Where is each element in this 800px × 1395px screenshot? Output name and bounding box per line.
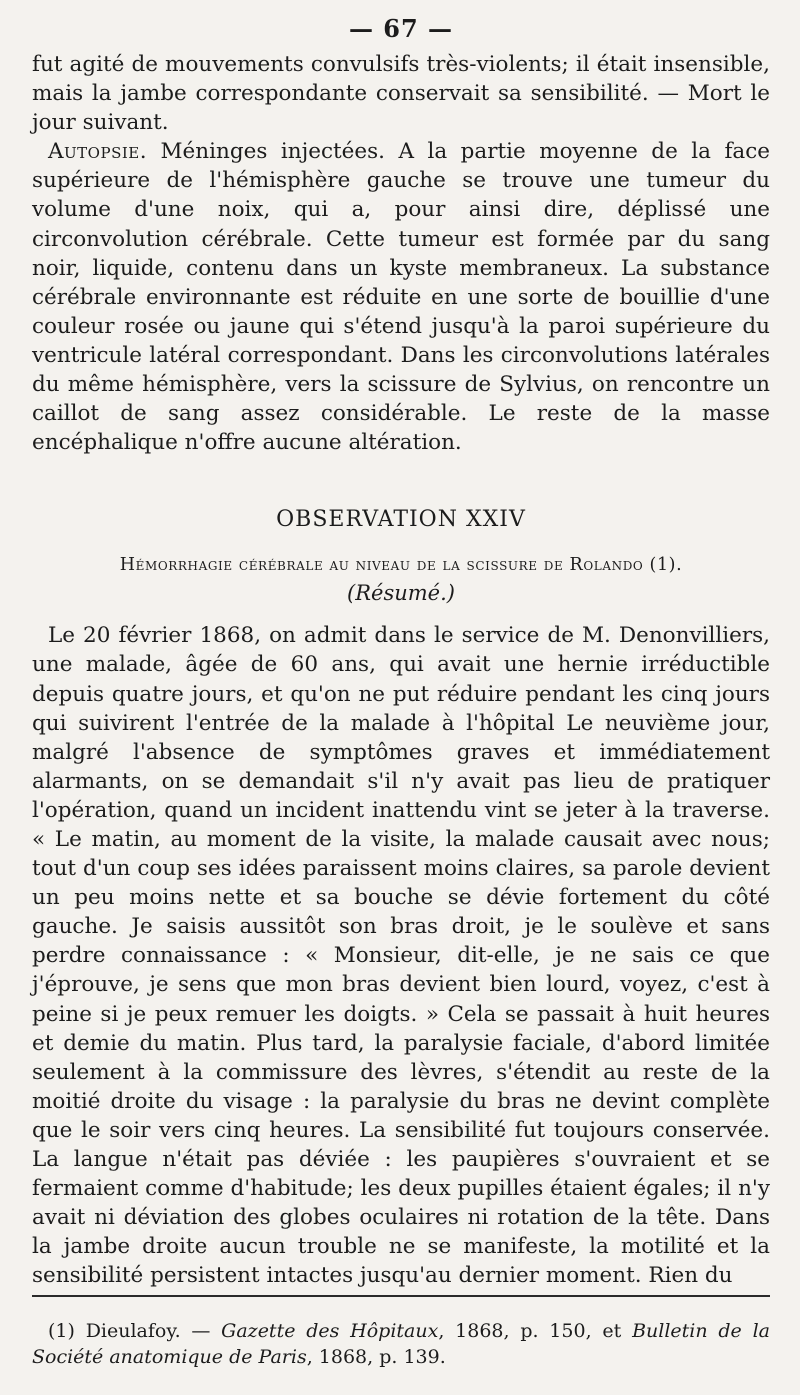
autopsy-label: Autopsie. [48,139,148,165]
footnote-journal-1: Gazette des Hôpitaux [221,1320,439,1342]
page-number: — 67 — [348,14,454,43]
observation-paragraph: Le 20 février 1868, on admit dans le service de M. Denonvilliers, une malade, âgée de 60 ans, qui avait une hernie irréductible depuis quatre jours, et qu'on ne put réduire pendant les cinq jours qui suivirent l'entrée de la malade à l'hôpital Le neuvième jour, malgré l'absence de symptômes graves et immédiatement alarmants, on se demandait s'il n'y avait pas lieu de pratiquer l'opération, quand un incident inattendu vint se jeter à la traverse. « Le matin, au moment de la visite, la malade causait avec nous; tout d'un coup ses idées paraissent moins claires, sa parole devient un peu moins nette et sa bouche se dévie fortement du côté gauche. Je saisis aussitôt son bras droit, je le soulève et sans perdre connaissance : « Monsieur, dit-elle, je ne sais ce que j'éprouve, je sens que mon bras devient bien lourd, voyez, c'est à peine si je peux remuer les doigts. » Cela se passait à huit heures et demie du matin. Plus tard, la paralysie faciale, d'abord limitée seulement à la commissure des lèvres, s'étendit au reste de la moitié droite du visage : la paralysie du bras ne devint complète que le soir vers cinq heures. La sensibilité fut toujours conservée. La langue n'était pas déviée : les paupières s'ouvraient et se fermaient comme d'habitude; les deux pupilles étaient égales; il n'y avait ni déviation des globes oculaires ni rotation de la tête. Dans la jambe droite aucun trouble ne se manifeste, la motilité et la sensibilité persistent intactes jusqu'au dernier moment. Rien du [32,623,770,1289]
footnote-journal-2: Bulletin de la Société anatomique de Paris [32,1320,770,1368]
footnote-ref-2: , 1868, p. 139. [306,1346,446,1368]
footnote-ref-1: , 1868, p. 150, et [438,1320,633,1342]
autopsy-paragraph [32,137,770,457]
footnote-divider [32,1295,770,1297]
footnote-marker: (1) Dieulafoy. — [48,1320,222,1342]
intro-paragraph: fut agité de mouvements convulsifs très-violents; il était insensible, mais la jambe correspondante conservait sa sensibilité. — Mort le jour suivant. [32,52,770,136]
observation-summary: (Résumé.) [347,581,455,606]
footnote [32,1318,770,1370]
autopsy-text: Méninges injectées. A la partie moyenne de la face supérieure de l'hémisphère gauche se trouve une tumeur du volume d'une noix, qui a, pour ainsi dire, déplissé une circonvolution cérébrale. Cette tumeur est formée par du sang noir, liquide, contenu dans un kyste membraneux. La substance cérébrale environnante est réduite en une sorte de bouillie d'une couleur rosée ou jaune qui s'étend jusqu'à la paroi supérieure du ventricule latéral correspondant. Dans les circonvolutions latérales du même hémisphère, vers la scissure de Sylvius, on rencontre un caillot de sang assez considérable. Le reste de la masse encéphalique n'offre aucune altération. [32,139,770,456]
observation-subtitle: Hémorrhagie cérébrale au niveau de la scissure de Rolando (1). [119,555,683,576]
observation-title: OBSERVATION XXIV [276,507,526,533]
